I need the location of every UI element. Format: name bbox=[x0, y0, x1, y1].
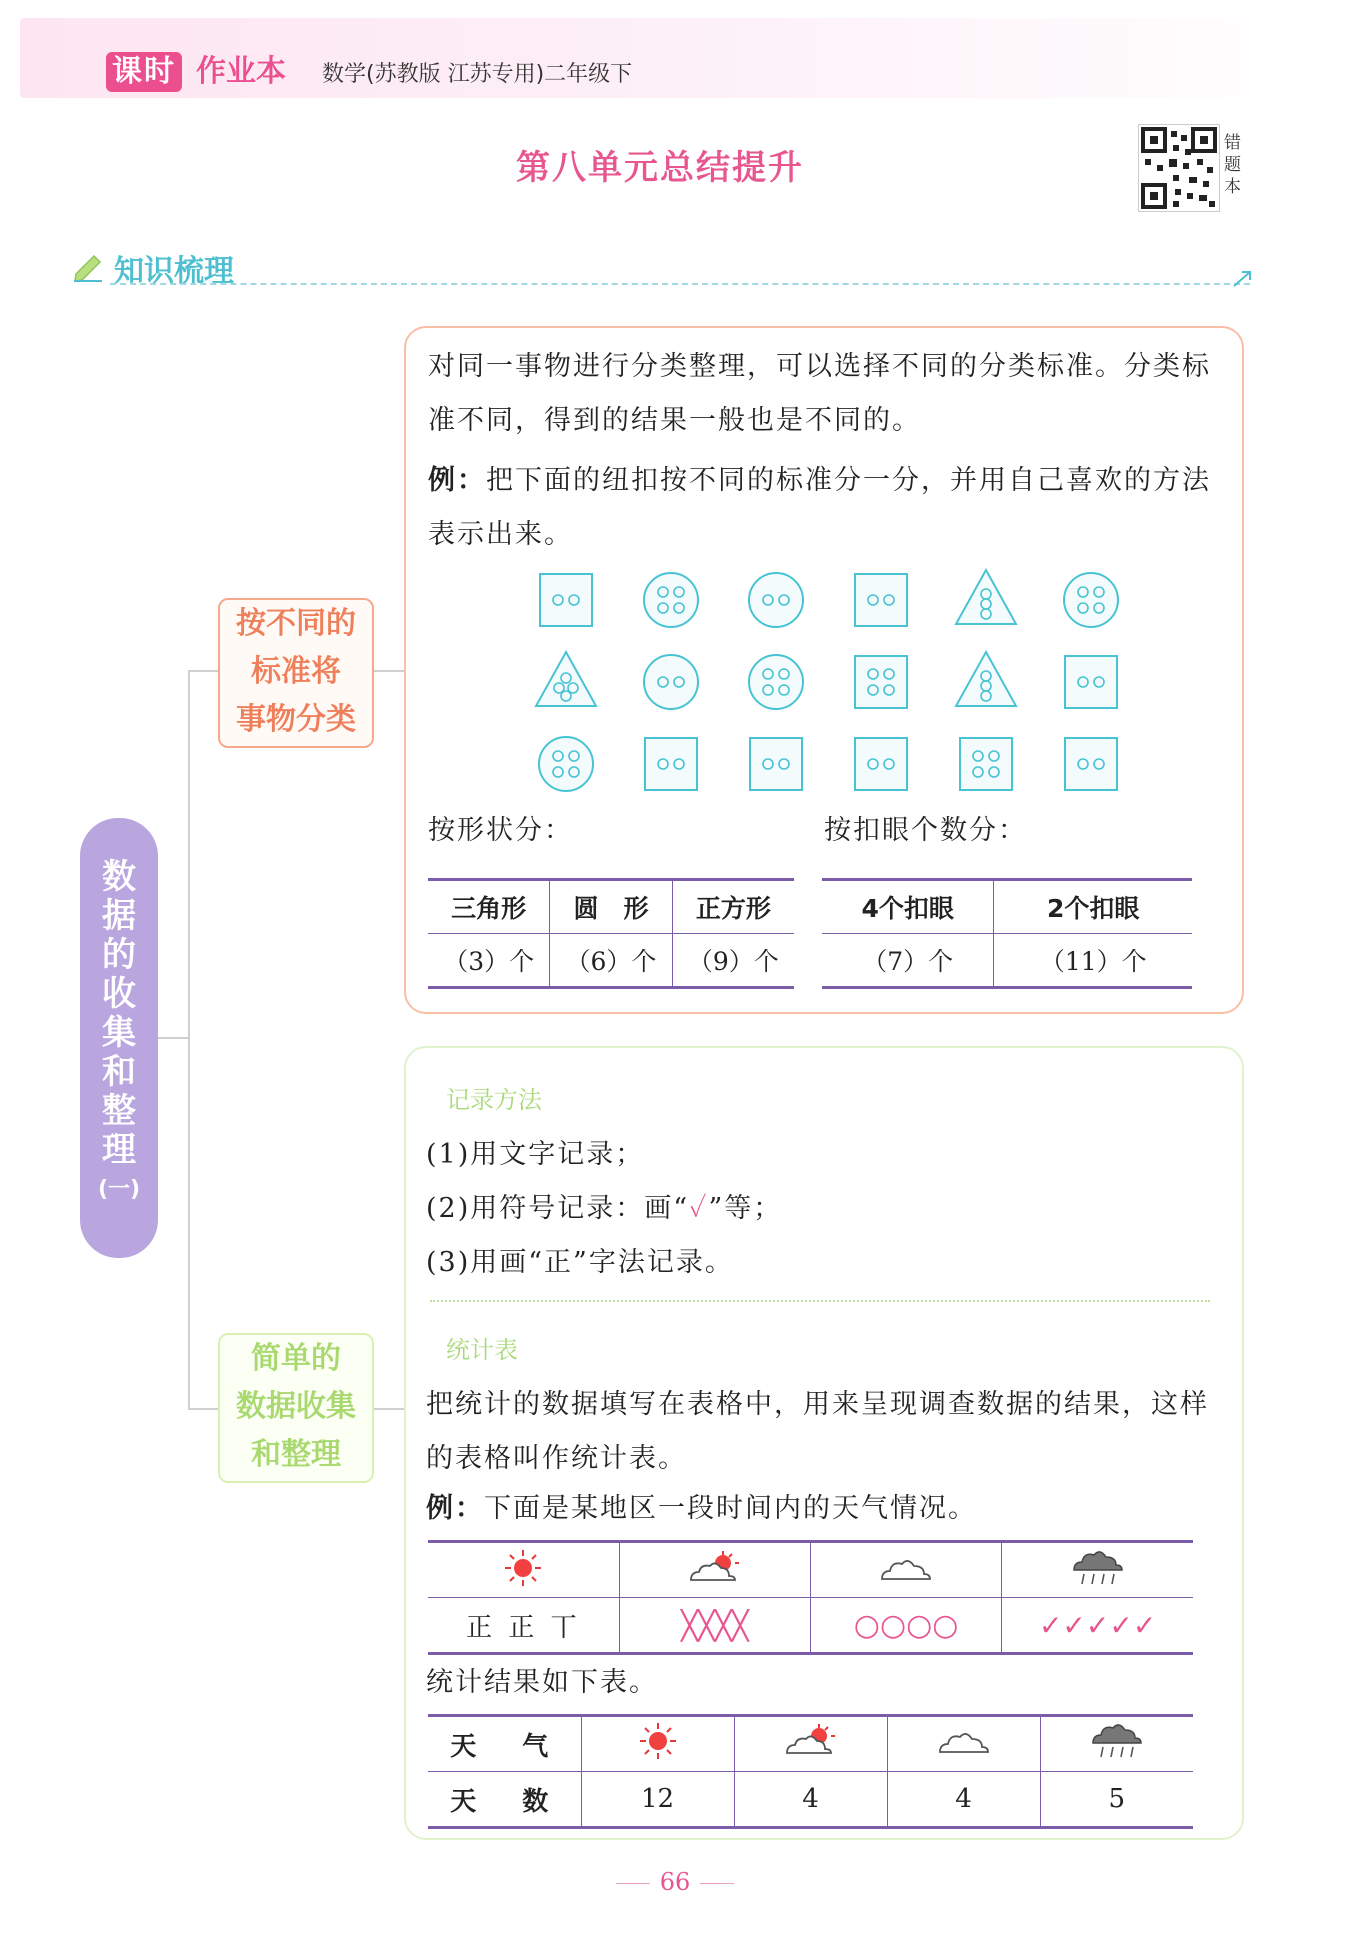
shape-header: 正方形 bbox=[672, 880, 794, 934]
by-shape-label: 按形状分： bbox=[428, 815, 573, 846]
square-button-icon bbox=[540, 574, 592, 626]
weather-record-table bbox=[428, 1540, 1193, 1655]
connector-line bbox=[372, 670, 404, 672]
node-classify: 按不同的 标准将 事物分类 bbox=[218, 598, 374, 748]
logo-badge: 课时 bbox=[106, 52, 182, 92]
holes-value: （11）个 bbox=[994, 934, 1192, 988]
record-item-3: (3)用画“正”字法记录。 bbox=[426, 1247, 734, 1278]
shape-table bbox=[428, 878, 794, 989]
record-item-1: (1)用文字记录； bbox=[426, 1139, 645, 1170]
pencil-icon bbox=[72, 248, 106, 286]
connector-line bbox=[372, 1408, 404, 1410]
rain-icon bbox=[1040, 1716, 1193, 1772]
days-row-label: 天 数 bbox=[428, 1772, 581, 1828]
square-button-icon bbox=[960, 738, 1012, 790]
qr-label: 错题本 bbox=[1224, 133, 1241, 197]
tally-marks: 正 正 丅 bbox=[428, 1598, 619, 1654]
partly-cloudy-icon bbox=[619, 1542, 810, 1598]
shape-value: （9）个 bbox=[672, 934, 794, 988]
classify-paragraph: 对同一事物进行分类整理，可以选择不同的分类标准。分类标准不同，得到的结果一般也是不同的。 bbox=[428, 351, 1211, 436]
unit-title: 第八单元总结提升 bbox=[516, 148, 804, 188]
qr-code-icon[interactable] bbox=[1138, 124, 1220, 212]
buttons-grid bbox=[500, 568, 1160, 808]
example-label: 例： bbox=[428, 465, 486, 496]
record-item-2-tail: ”等； bbox=[708, 1193, 783, 1224]
days-count: 12 bbox=[581, 1772, 734, 1828]
connector-line bbox=[188, 670, 190, 1410]
rain-icon bbox=[1002, 1542, 1193, 1598]
square-button-icon bbox=[645, 738, 697, 790]
holes-table bbox=[822, 878, 1192, 989]
circle-button-icon bbox=[644, 573, 698, 627]
days-count: 5 bbox=[1040, 1772, 1193, 1828]
square-button-icon bbox=[855, 656, 907, 708]
shape-value: （6）个 bbox=[550, 934, 672, 988]
section-divider bbox=[110, 283, 1250, 285]
stat-heading: 统计表 bbox=[446, 1336, 518, 1364]
example-text: 下面是某地区一段时间内的天气情况。 bbox=[484, 1493, 977, 1524]
result-label: 统计结果如下表。 bbox=[426, 1667, 658, 1698]
page-number bbox=[0, 1868, 1350, 1896]
circle-button-icon bbox=[539, 737, 593, 791]
square-button-icon bbox=[855, 738, 907, 790]
by-holes-label: 按扣眼个数分： bbox=[824, 815, 1027, 846]
node-collect: 简单的 数据收集 和整理 bbox=[218, 1333, 374, 1483]
circle-button-icon bbox=[1064, 573, 1118, 627]
triangle-button-icon bbox=[536, 652, 596, 706]
cloudy-icon bbox=[887, 1716, 1040, 1772]
sunny-icon bbox=[581, 1716, 734, 1772]
circle-button-icon bbox=[644, 655, 698, 709]
stat-paragraph: 把统计的数据填写在表格中，用来呈现调查数据的结果，这样的表格叫作统计表。 bbox=[426, 1389, 1209, 1474]
circle-marks: ○○○○ bbox=[811, 1598, 1002, 1654]
connector-line bbox=[188, 1408, 218, 1410]
partly-cloudy-icon bbox=[734, 1716, 887, 1772]
classify-example bbox=[428, 454, 1223, 562]
cloudy-icon bbox=[811, 1542, 1002, 1598]
shape-value: （3）个 bbox=[428, 934, 550, 988]
holes-header: 2个扣眼 bbox=[994, 880, 1192, 934]
section-title: 知识梳理 bbox=[114, 254, 234, 289]
record-heading: 记录方法 bbox=[446, 1086, 542, 1114]
square-button-icon bbox=[855, 574, 907, 626]
weather-example bbox=[426, 1482, 977, 1536]
dotted-divider bbox=[430, 1300, 1210, 1302]
connector-line bbox=[158, 1037, 188, 1039]
check-marks: ✓✓✓✓✓ bbox=[1002, 1598, 1193, 1654]
sunny-icon bbox=[428, 1542, 619, 1598]
shape-header: 圆 形 bbox=[550, 880, 672, 934]
holes-header: 4个扣眼 bbox=[822, 880, 994, 934]
holes-value: （7）个 bbox=[822, 934, 994, 988]
triangle-button-icon bbox=[956, 652, 1016, 706]
logo-text: 作业本 bbox=[196, 54, 286, 89]
square-button-icon bbox=[1065, 656, 1117, 708]
circle-button-icon bbox=[749, 655, 803, 709]
record-item-2-text: (2)用符号记录：画“ bbox=[426, 1193, 690, 1224]
weather-result-table bbox=[428, 1714, 1193, 1829]
days-count: 4 bbox=[887, 1772, 1040, 1828]
arrow-decoration-icon bbox=[1232, 268, 1254, 292]
record-item-2 bbox=[426, 1182, 782, 1236]
book-title: 数学(苏教版 江苏专用)二年级下 bbox=[322, 62, 633, 87]
square-button-icon bbox=[1065, 738, 1117, 790]
days-count: 4 bbox=[734, 1772, 887, 1828]
connector-line bbox=[188, 670, 218, 672]
cross-marks: ╳╳╳╳ bbox=[619, 1598, 810, 1654]
example-text: 把下面的纽扣按不同的标准分一分，并用自己喜欢的方法表示出来。 bbox=[428, 465, 1211, 550]
triangle-button-icon bbox=[956, 570, 1016, 624]
weather-row-label: 天 气 bbox=[428, 1716, 581, 1772]
square-button-icon bbox=[750, 738, 802, 790]
shape-header: 三角形 bbox=[428, 880, 550, 934]
page-number-text: 66 bbox=[659, 1868, 691, 1896]
check-icon: ✓ bbox=[689, 1193, 709, 1224]
topic-text: 数 据 的 收 集 和 整 理 (一) bbox=[97, 857, 141, 1202]
example-label: 例： bbox=[426, 1493, 484, 1524]
circle-button-icon bbox=[749, 573, 803, 627]
